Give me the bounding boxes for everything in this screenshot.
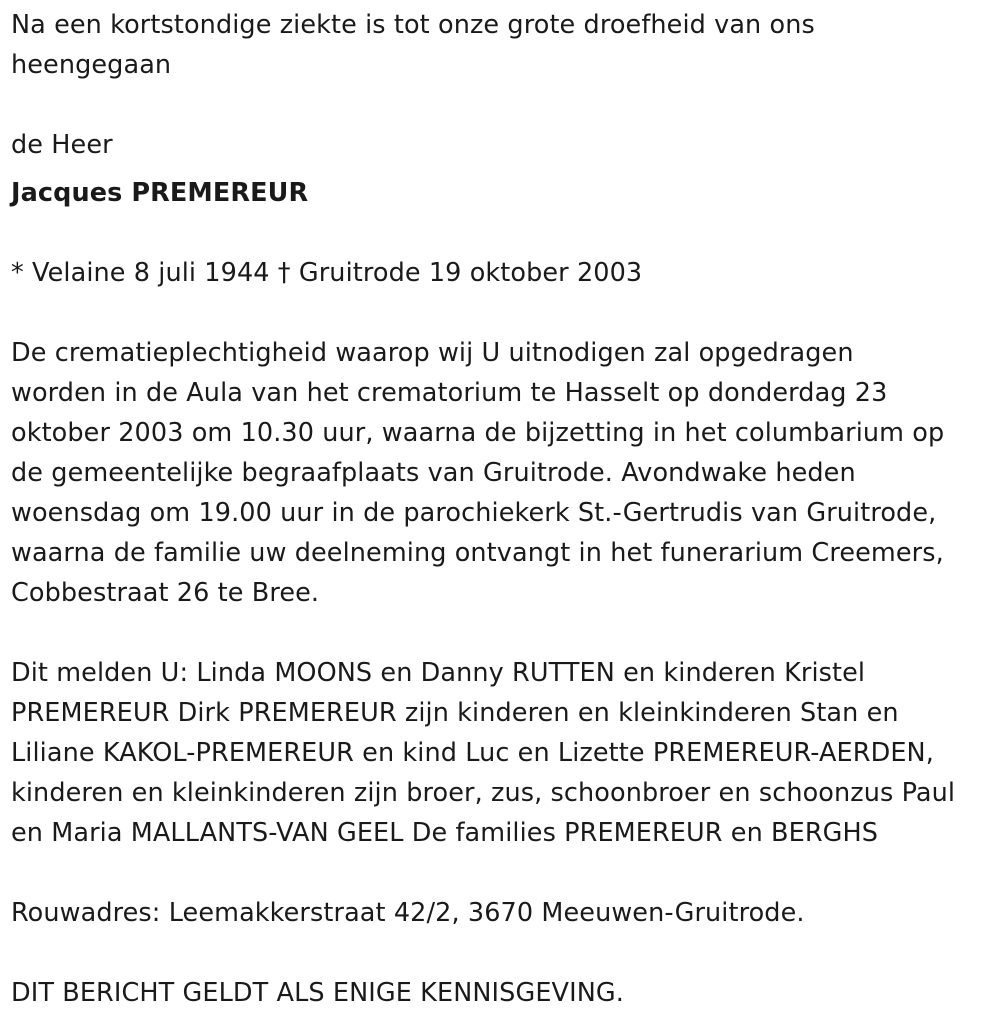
spacer <box>11 293 991 333</box>
spacer <box>11 853 991 893</box>
mourning-address: Rouwadres: Leemakkerstraat 42/2, 3670 Meeuwen-Gruitrode. <box>11 898 805 928</box>
spacer <box>11 213 991 253</box>
ceremony-text: De crematieplechtigheid waarop wij U uitnodigen zal opgedragen worden in de Aula van het crematorium te Hasselt op donderdag 23 oktober 2003 om 10.30 uur, waarna de bijzetting in het columbarium op de gemeentelijke begraafplaats van Gruitrode. Avondwake heden woensdag om 19.00 uur in de parochiekerk St.-Gertrudis van Gruitrode, waarna de familie uw deelneming ontvangt in het funerarium Creemers, Cobbestraat 26 te Bree. <box>11 338 945 608</box>
spacer <box>11 613 991 653</box>
spacer <box>11 165 991 173</box>
birth-death-dates: * Velaine 8 juli 1944 † Gruitrode 19 oktober 2003 <box>11 258 643 288</box>
spacer <box>11 933 991 973</box>
honorific: de Heer <box>11 130 113 160</box>
family-text: Dit melden U: Linda MOONS en Danny RUTTEN en kinderen Kristel PREMEREUR Dirk PREMEREUR zijn kinderen en kleinkinderen Stan en Liliane KAKOL-PREMEREUR en kind Luc en Lizette PREMEREUR-AERDEN, kinderen en kleinkinderen zijn broer, zus, schoonbroer en schoonzus Paul en Maria MALLANTS-VAN GEEL De families PREMEREUR en BERGHS <box>11 658 956 848</box>
intro-text: Na een kortstondige ziekte is tot onze grote droefheid van ons heengegaan <box>11 10 815 80</box>
closing-notice: DIT BERICHT GELDT ALS ENIGE KENNISGEVING. <box>11 978 624 1008</box>
spacer <box>11 85 991 125</box>
obituary-notice <box>11 5 991 1013</box>
deceased-name: Jacques PREMEREUR <box>11 178 309 208</box>
